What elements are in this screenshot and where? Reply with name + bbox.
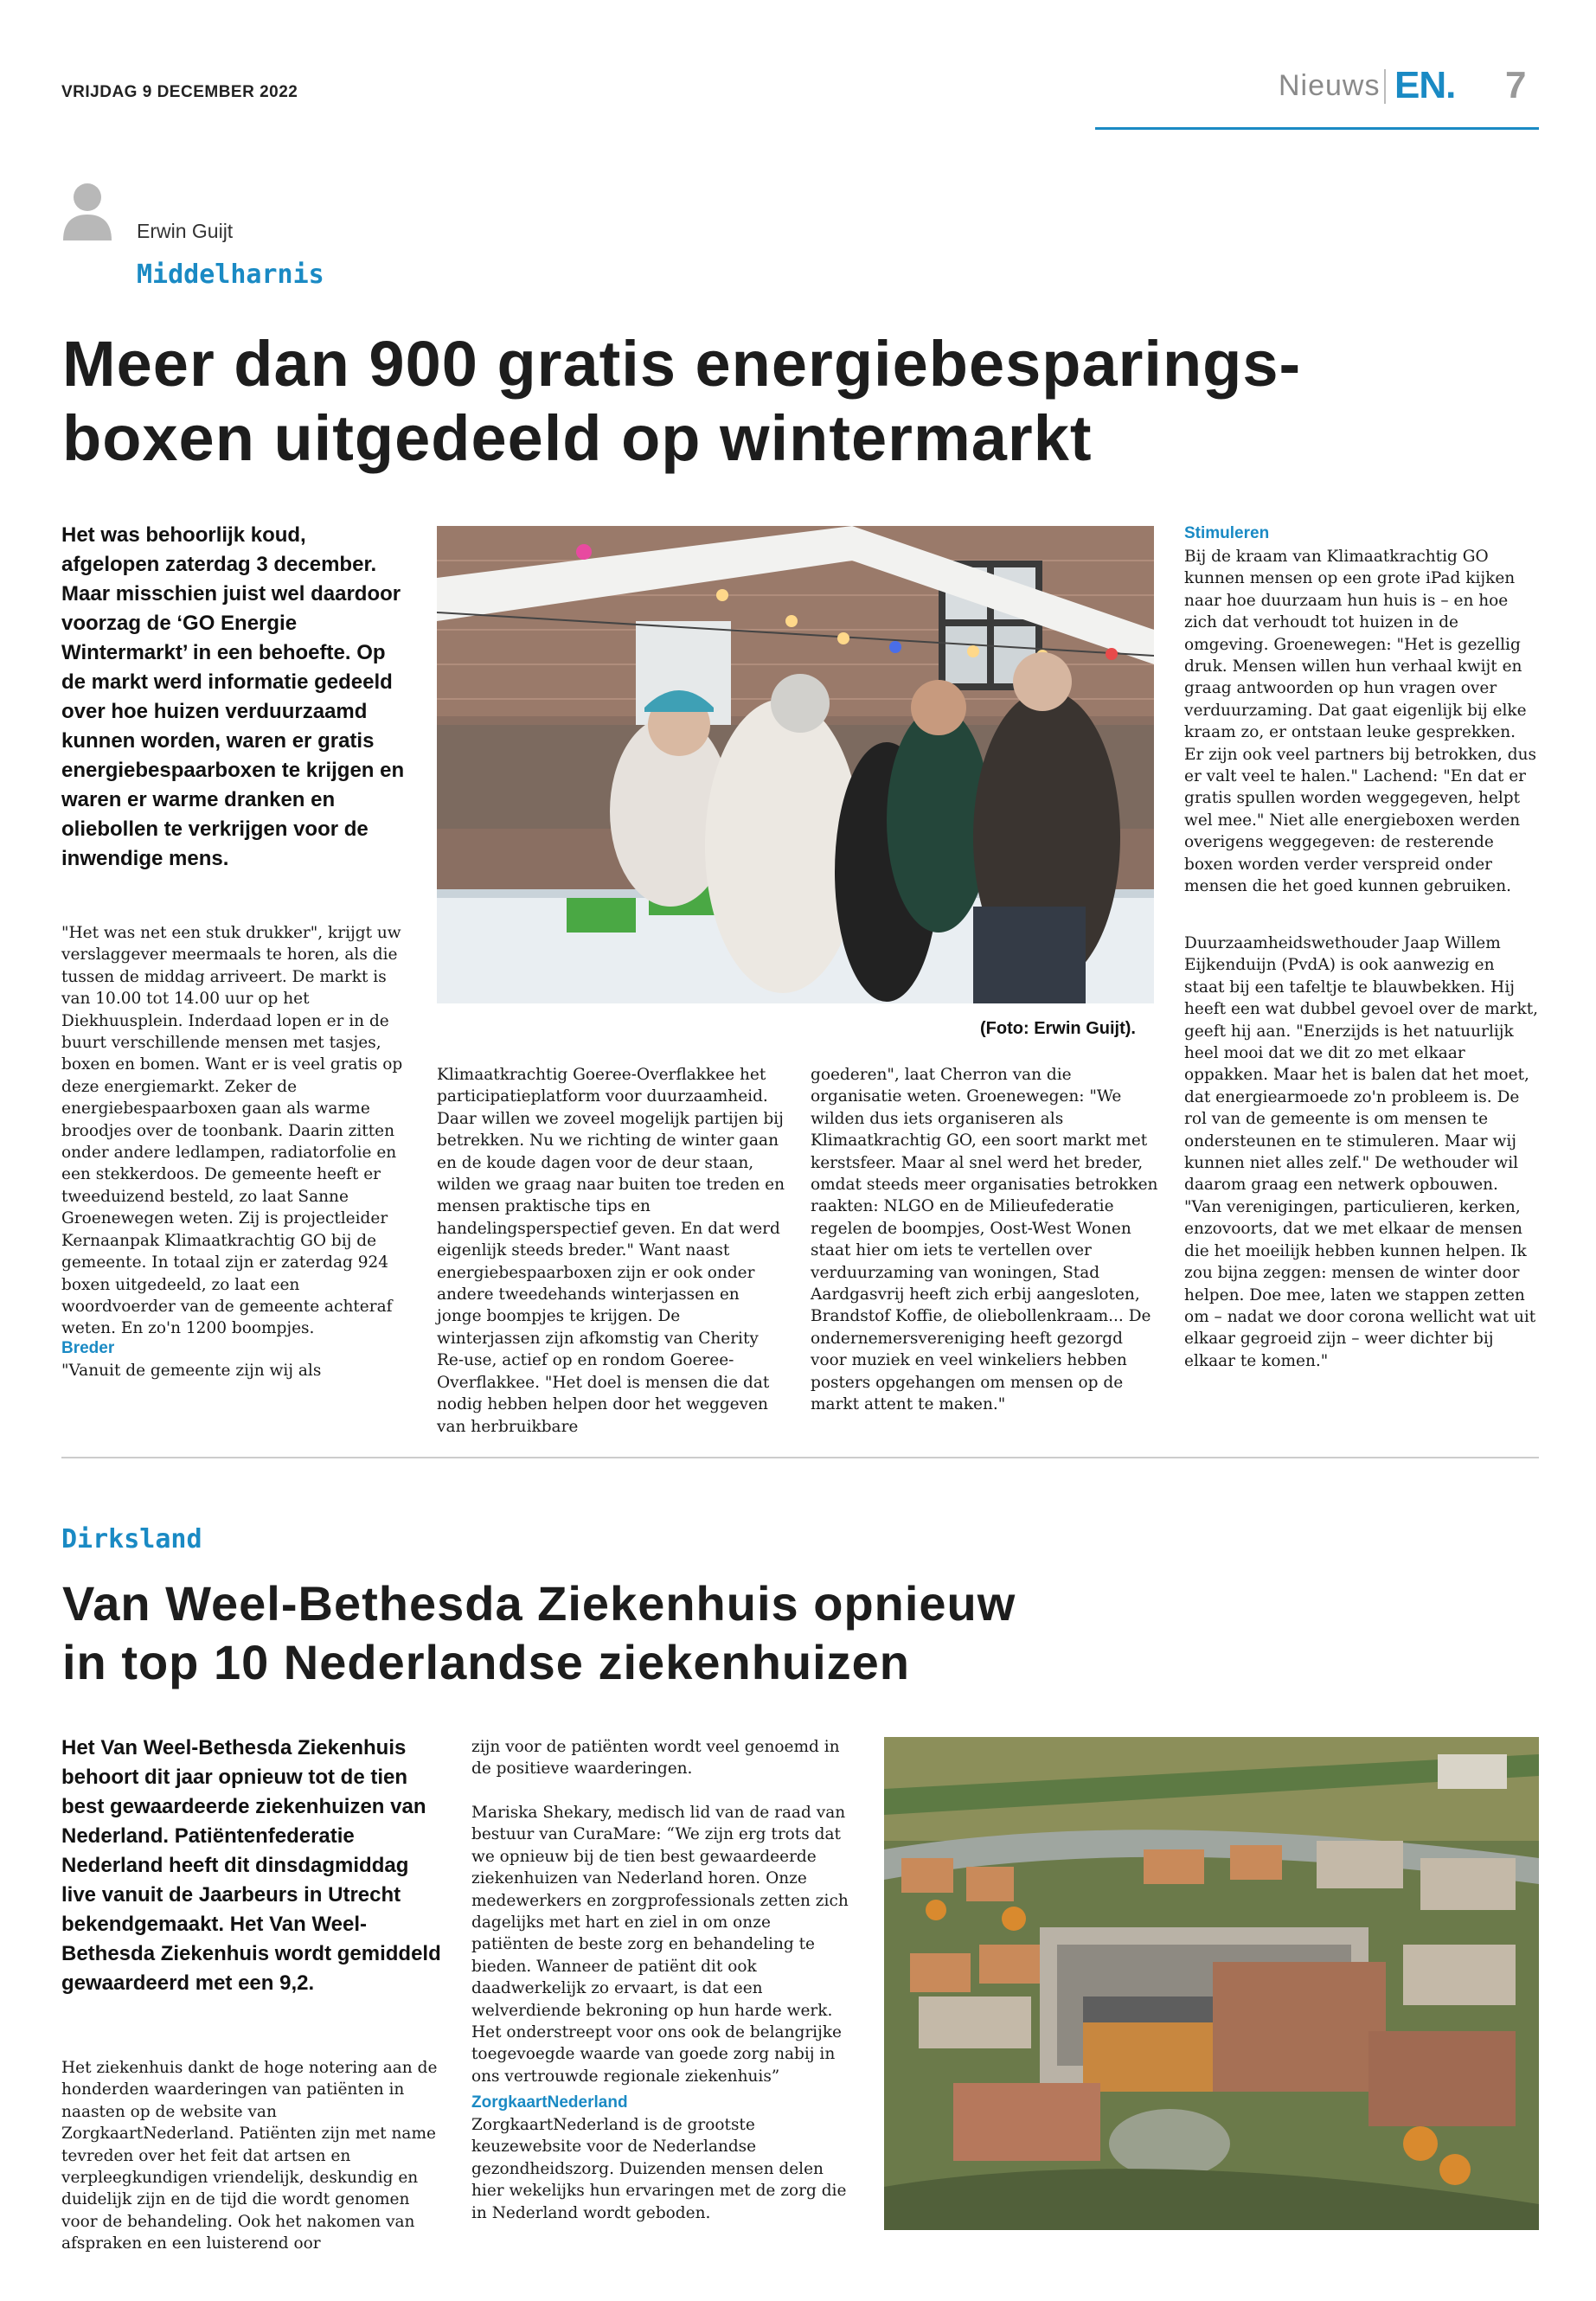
section-label: Nieuws <box>1279 69 1381 102</box>
brand-logo: EN. <box>1394 64 1456 106</box>
article2-col2-text2: Mariska Shekary, medisch lid van de raad van bestuur van CuraMare: “We zijn erg trots dat we opnieuw bij de tien best gewaardeerde ziekenhuizen van Nederland horen. Onze medewerkers en zorgprofessionals zetten zich dagelijks met hart en ziel in om onze patiënten de beste zorg en behandeling te bieden. Wanneer de patiënt dit ook daadwerkelijk zo ervaart, is dat een welverdiende bekroning op hun harde werk. Het onderstreept voor ons ook de belangrijke toegevoegde waarde van goede zorg nabij in ons vertrouwde regionale ziekenhuis” <box>471 1804 849 2086</box>
article2-headline-line1: Van Weel-Bethesda Ziekenhuis opnieuw <box>62 1576 1016 1631</box>
market-photo <box>437 526 1154 1003</box>
header-separator <box>1384 69 1386 104</box>
article1-col1-text2: "Vanuit de gemeente zijn wij als <box>61 1362 322 1380</box>
article2-col1-text: Het ziekenhuis dankt de hoge notering aan de honderden waarderingen van patiënten in naasten op de website van ZorgkaartNederland. Patiënten zijn met name tevreden over het feit dat artsen en verpleegkundigen vriendelijk, deskundig en duidelijk zijn en de tijd die wordt genomen voor de behandeling. Ook het nakomen van afspraken en een luisterend oor <box>61 2059 438 2253</box>
article1-col3-text: goederen", laat Cherron van die organisatie weten. Groenewegen: "We wilden dus iets organiseren als Klimaatkrachtig GO, een soort markt met kerstsfeer. Maar al snel werd het breder, omdat steeds meer organisaties betrokken raakten: NLGO en de Milieufederatie regelen de boompjes, Oost-West Wonen staat hier om iets te vertellen over verduurzaming van woningen, Stad Aardgasvrij heeft zich erbij aangesloten, Brandstof Koffie, de oliebollenkraam... De ondernemersvereniging heeft gezorgd voor muziek en veel winkeliers hebben posters opgehangen om mensen op de markt attent te maken." <box>811 1066 1158 1414</box>
author-name: Erwin Guijt <box>137 220 234 242</box>
article-divider <box>61 1457 1539 1458</box>
article1-location: Middelharnis <box>137 260 324 290</box>
page-number: 7 <box>1505 64 1527 106</box>
author-avatar-icon <box>61 180 113 240</box>
article1-headline-line1: Meer dan 900 gratis energiebesparings- <box>62 328 1302 400</box>
article2-subhead-zorgkaart: ZorgkaartNederland <box>471 2093 628 2112</box>
hospital-aerial-photo <box>884 1737 1539 2230</box>
article1-headline <box>62 327 1301 476</box>
article2-col2-text3: ZorgkaartNederland is de grootste keuzewebsite voor de Nederlandse gezondheidszorg. Duizenden mensen delen hier wekelijks hun ervaringen met de zorg die in Nederland wordt geboden. <box>471 2116 847 2222</box>
article1-headline-line2: boxen uitgedeeld op wintermarkt <box>62 402 1093 474</box>
article2-location: Dirksland <box>61 1524 202 1554</box>
issue-date: VRIJDAG 9 DECEMBER 2022 <box>61 83 298 101</box>
article1-col4-text2: Duurzaamheidswethouder Jaap Willem Eijkenduijn (PvdA) is ook aanwezig en staat bij een tafeltje te blauwbekken. Hij heeft een wat dubbel gevoel over de markt, geeft hij aan. "Enerzijds is het natuurlijk heel mooi dat we dit zo met elkaar oppakken. Maar het is balen dat het moet, dat energiearmoede zo'n probleem is. De rol van de gemeente is om mensen te ondersteunen en te stimuleren. Maar wij kunnen niet alles zelf." De wethouder wil daarom graag een netwerk opbouwen. "Van verenigingen, particulieren, kerken, enzovoorts, dat we met elkaar de mensen die het moeilijk hebben kunnen helpen. Ik zou bijna zeggen: mensen de winter door helpen. Doe mee, laten we stappen zetten om – nadat we door corona wellicht wat uit elkaar gegroeid zijn – weer dichter bij elkaar te komen." <box>1184 934 1539 1370</box>
article2-headline-line2: in top 10 Nederlandse ziekenhuizen <box>62 1635 911 1689</box>
article1-subhead-stimuleren: Stimuleren <box>1184 524 1270 542</box>
article2-col2-text: zijn voor de patiënten wordt veel genoemd in de positieve waarderingen. <box>471 1738 840 1779</box>
article1-col1-text: "Het was net een stuk drukker", krijgt uw verslaggever meermaals te horen, als die tussen de middag arriveert. De markt is van 10.00 tot 14.00 uur op het Diekhuusplein. Inderdaad lopen er in de buurt verschillende mensen met tasjes, boxen en bomen. Want er is veel gratis op deze energiemarkt. Zeker de energiebespaarboxen gaan als warme broodjes over de toonbank. Daarin zitten onder andere ledlampen, radiatorfolie en een stekkerdoos. De gemeente heeft er tweeduizend besteld, zo laat Sanne Groenewegen weten. Zij is projectleider Kernaanpak Klimaatkrachtig GO bij de gemeente. In totaal zijn er zaterdag 924 boxen uitgedeeld, zo laat een woordvoerder van de gemeente achteraf weten. En zo'n 1200 boompjes. <box>61 924 403 1338</box>
article1-col2-text: Klimaatkrachtig Goeree-Overflakkee het participatieplatform voor duurzaamheid. Daar willen we zoveel mogelijk partijen bij betrekken. Nu we richting de winter gaan en de koude dagen voor de deur staan, wilden we graag naar buiten toe treden en mensen praktische tips en handelingsperspectief geven. En dat werd eigenlijk steeds breder." Want naast energiebespaarboxen zijn er ook onder andere tweedehands winterjassen en jonge boompjes te krijgen. De winterjassen zijn afkomstig van Cherity Re-use, actief op en rondom Goeree-Overflakkee. "Het doel is mensen die dat nodig hebben helpen door het weggeven van herbruikbare <box>437 1066 785 1436</box>
article1-col4-text: Bij de kraam van Klimaatkrachtig GO kunnen mensen op een grote iPad kijken naar hoe duurzaam hun huis is – en hoe zich dat verhoudt tot huizen in de omgeving. Groenewegen: "Het is gezellig druk. Mensen willen hun verhaal kwijt en graag antwoorden op hun vragen over verduurzaming. Dat gaat eigenlijk bij elke kraam zo, er ontstaan leuke gesprekken. Er zijn ook veel partners bij betrokken, dus er valt veel te halen." Lachend: "En dat er gratis spullen worden weggegeven, helpt wel mee." Niet alle energieboxen werden overigens weggegeven: de resterende boxen worden verder verspreid onder mensen die het goed kunnen gebruiken. <box>1184 548 1537 896</box>
article2-lead: Het Van Weel-Bethesda Ziekenhuis behoort dit jaar opnieuw tot de tien best gewaardeerde ziekenhuizen van Nederland. Patiëntenfederatie Nederland heeft dit dinsdagmiddag live vanuit de Jaarbeurs in Utrecht bekendgemaakt. Het Van Weel-Bethesda Ziekenhuis wordt gemiddeld gewaardeerd met een 9,2. <box>61 1736 441 1995</box>
article2-headline <box>62 1574 1016 1692</box>
article1-lead: Het was behoorlijk koud, afgelopen zaterdag 3 december. Maar misschien juist wel daardoor voorzag de ‘GO Energie Wintermarkt’ in een behoefte. Op de markt werd informatie gedeeld over hoe huizen verduurzaamd kunnen worden, waren er gratis energiebespaarboxen te krijgen en waren er warme dranken en oliebollen te verkrijgen voor de inwendige mens. <box>61 523 405 870</box>
article1-subhead-breder: Breder <box>61 1339 115 1357</box>
article1-photo-caption: (Foto: Erwin Guijt). <box>980 1019 1136 1038</box>
header-rule <box>1095 127 1539 130</box>
